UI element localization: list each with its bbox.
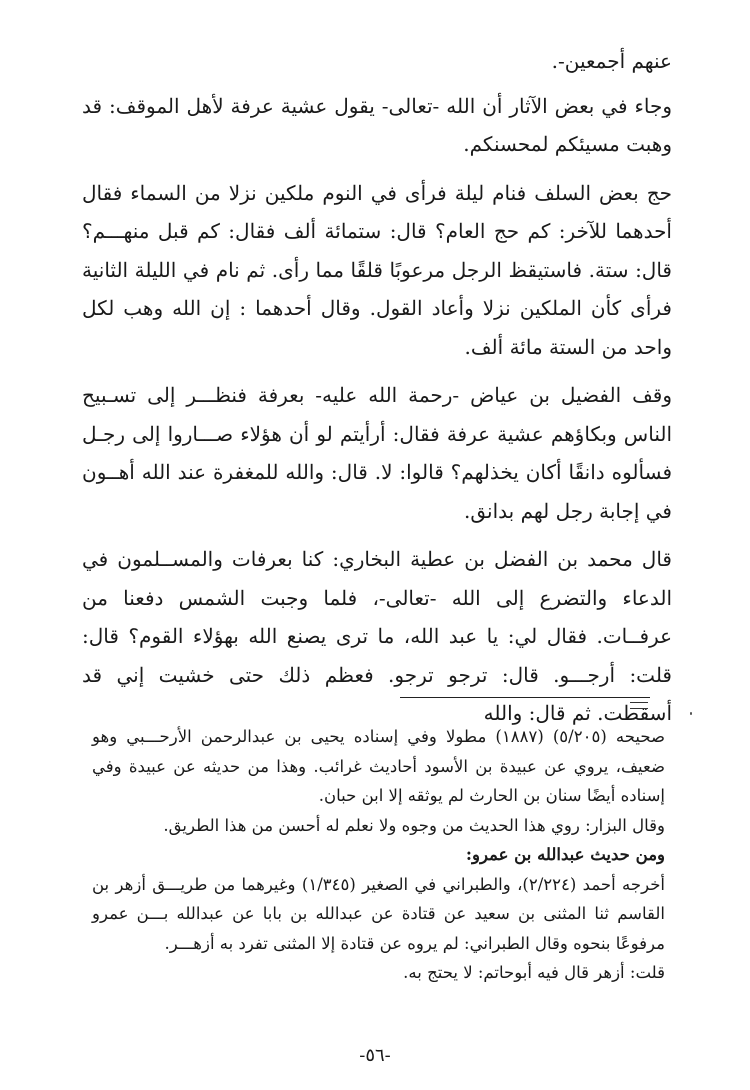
main-text [82,42,672,743]
footnote-heading: ومن حديث عبدالله بن عمرو: [465,845,665,864]
footnote-2: وقال البزار: روي هذا الحديث من وجوه ولا نعلم له أحسن من هذا الطريق. [163,815,665,835]
footnote-separator [400,697,650,698]
paragraph-3: حج بعض السلف فنام ليلة فرأى في النوم ملكين نزلا من السماء فقال أحدهما للآخر: كم حج العام؟ قال: ستمائة ألف فقال: كم قبل منهـــم؟ قال: ستة. فاستيقظ الرجل مرعوبًا قلقًا مما رأى. ثم نام في الليلة الثانية فرأى كأن الملكين نزلا وأعاد القول. وقال أحدهما : إن الله وهب لكل واحد من الستة مائة ألف. [82,180,672,359]
footnote-3: أخرجه أحمد (٢/٢٢٤)، والطبراني في الصغير (١/٣٤٥) وغيرهما من طريـــق أزهر بن القاسم ثنا المثنى بن سعيد عن قتادة عن عبدالله بن بابا عن عبدالله بـــن عمرو مرفوعًا بنحوه وقال الطبراني: لم يروه عن قتادة إلا المثنى تفرد به أزهـــر. [92,874,665,953]
paragraph-5: قال محمد بن الفضل بن عطية البخاري: كنا بعرفات والمســلمون في الدعاء والتضرع إلى الله -تعالى-، فلما وجبت الشمس دفعنا من عرفــات. فقال لي: يا عبد الله، ما ترى يصنع الله بهؤلاء القوم؟ قال: قلت: أرجـــو. قال: ترجو ترجو. فعظم ذلك حتى خشيت إني قد أسقطت. ثم قال: والله [82,547,672,725]
page-number: -٥٦- [359,1045,391,1066]
paragraph-4: وقف الفضيل بن عياض -رحمة الله عليه- بعرفة فنظـــر إلى تسـبيح الناس وبكاؤهم عشية عرفة فقال: أرأيتم لو أن هؤلاء صـــاروا إلى رجـل فسألوه دانقًا أكان يخذلهم؟ قالوا: لا. قال: والله للمغفرة عند الله أهــون في إجابة رجل لهم بدانق. [82,383,673,523]
footnote-marker [630,702,648,709]
paragraph-1: عنهم أجمعين-. [551,49,672,73]
paragraph-2: وجاء في بعض الآثار أن الله -تعالى- يقول عشية عرفة لأهل الموقف: قد وهبت مسيئكم لمحسنكم. [82,93,672,156]
print-speck [690,712,692,715]
footnote-1: صحيحه (٥/٢٠٥) (١٨٨٧) مطولا وفي إسناده يحيى بن عبدالرحمن الأرحـــبي وهو ضعيف، يروي عن عبيدة بن الأسود أحاديث غرائب. وهذا من حديثه عن عبيدة وفي إسناده أيضًا سنان بن الحارث لم يوثقه إلا ابن حبان. [92,727,665,805]
footnote-4: قلت: أزهر قال فيه أبوحاتم: لا يحتج به. [403,963,665,982]
footnotes [92,722,665,988]
